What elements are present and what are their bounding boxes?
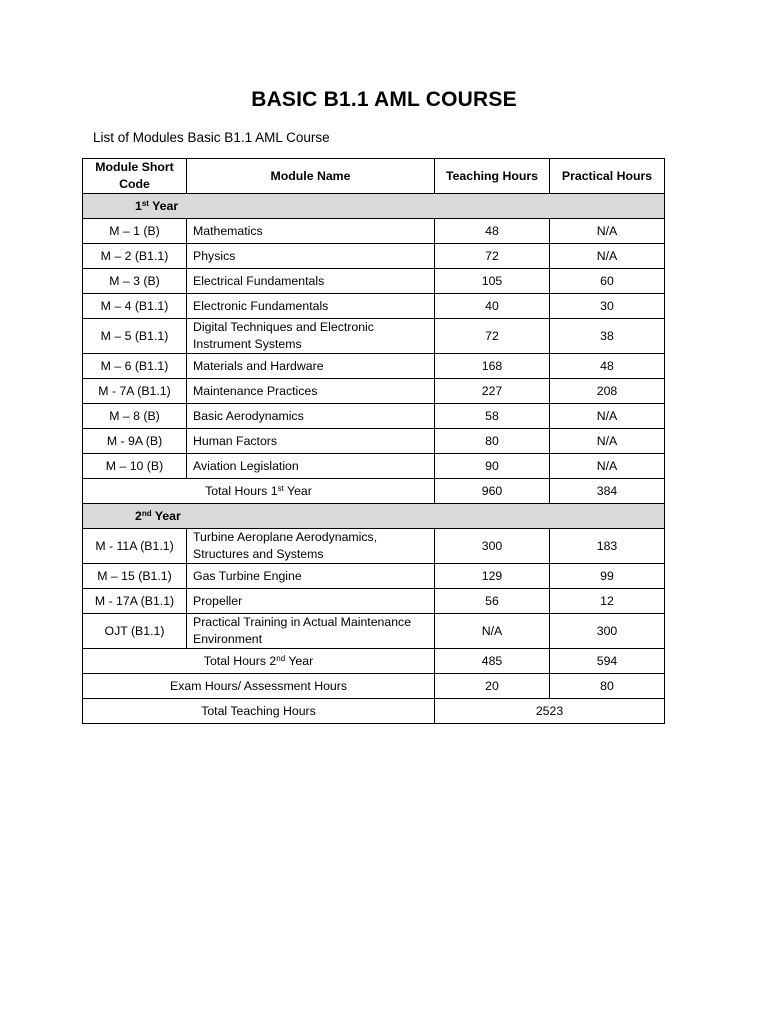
module-code-cell: M – 2 (B1.1) [83, 244, 187, 269]
module-name-cell: Digital Techniques and Electronic Instrument Systems [187, 319, 435, 354]
module-name-cell: Electrical Fundamentals [187, 269, 435, 294]
module-name-cell: Physics [187, 244, 435, 269]
section-year-1-text: Year [148, 198, 179, 213]
section-year-2-text: Year [151, 508, 181, 523]
teaching-hours-cell: N/A [435, 614, 550, 649]
table-row [83, 404, 665, 429]
module-code-cell: M - 17A (B1.1) [83, 589, 187, 614]
module-name-cell: Mathematics [187, 219, 435, 244]
table-row [83, 614, 665, 649]
practical-hours-cell: 30 [550, 294, 665, 319]
total-teaching-year-1: 960 [435, 479, 550, 504]
teaching-hours-cell: 40 [435, 294, 550, 319]
table-header-row [83, 159, 665, 194]
table-row [83, 244, 665, 269]
header-practical-hours: Practical Hours [550, 159, 665, 194]
teaching-hours-cell: 48 [435, 219, 550, 244]
total-practical-year-1: 384 [550, 479, 665, 504]
section-row-year-1 [83, 194, 665, 219]
module-code-cell: M – 10 (B) [83, 454, 187, 479]
header-teaching-hours: Teaching Hours [435, 159, 550, 194]
module-name-cell: Electronic Fundamentals [187, 294, 435, 319]
table-row [83, 319, 665, 354]
module-code-cell: M – 15 (B1.1) [83, 564, 187, 589]
teaching-hours-cell: 129 [435, 564, 550, 589]
teaching-hours-cell: 72 [435, 244, 550, 269]
section-year-1-number: 1 [135, 198, 142, 213]
practical-hours-cell: 48 [550, 354, 665, 379]
module-name-cell: Aviation Legislation [187, 454, 435, 479]
section-year-2-number: 2 [135, 508, 142, 523]
practical-hours-cell: 38 [550, 319, 665, 354]
module-name-cell: Basic Aerodynamics [187, 404, 435, 429]
module-code-cell: M – 8 (B) [83, 404, 187, 429]
document-title: BASIC B1.1 AML COURSE [251, 88, 517, 111]
grand-total-value: 2523 [435, 699, 665, 724]
teaching-hours-cell: 56 [435, 589, 550, 614]
section-year-1-suffix: st [141, 198, 149, 208]
header-module-short-code: Module Short Code [83, 159, 187, 194]
module-code-cell: M – 6 (B1.1) [83, 354, 187, 379]
total-year-1-text: Year [283, 483, 312, 498]
exam-hours-label: Exam Hours/ Assessment Hours [83, 674, 435, 699]
teaching-hours-cell: 300 [435, 529, 550, 564]
module-name-cell: Propeller [187, 589, 435, 614]
module-name-cell: Practical Training in Actual Maintenance Environment [187, 614, 435, 649]
exam-teaching-hours: 20 [435, 674, 550, 699]
module-code-cell: M - 9A (B) [83, 429, 187, 454]
teaching-hours-cell: 90 [435, 454, 550, 479]
total-teaching-year-2: 485 [435, 649, 550, 674]
module-code-cell: OJT (B1.1) [83, 614, 187, 649]
module-code-cell: M – 4 (B1.1) [83, 294, 187, 319]
teaching-hours-cell: 105 [435, 269, 550, 294]
practical-hours-cell: 208 [550, 379, 665, 404]
section-row-year-2 [83, 504, 665, 529]
total-year-2-prefix: Total Hours 2 [203, 653, 277, 668]
practical-hours-cell: 12 [550, 589, 665, 614]
module-name-cell: Maintenance Practices [187, 379, 435, 404]
table-row [83, 294, 665, 319]
section-label-year-2 [83, 504, 665, 529]
total-practical-year-2: 594 [550, 649, 665, 674]
teaching-hours-cell: 58 [435, 404, 550, 429]
table-row [83, 589, 665, 614]
grand-total-label: Total Teaching Hours [83, 699, 435, 724]
modules-table [82, 158, 665, 724]
table-row [83, 219, 665, 244]
teaching-hours-cell: 80 [435, 429, 550, 454]
total-year-2-text: Year [285, 653, 314, 668]
table-row [83, 529, 665, 564]
module-code-cell: M – 5 (B1.1) [83, 319, 187, 354]
practical-hours-cell: N/A [550, 244, 665, 269]
total-row-year-2 [83, 649, 665, 674]
total-year-1-prefix: Total Hours 1 [205, 483, 278, 498]
module-name-cell: Human Factors [187, 429, 435, 454]
total-year-2-suffix: nd [276, 653, 286, 663]
exam-practical-hours: 80 [550, 674, 665, 699]
module-name-cell: Turbine Aeroplane Aerodynamics, Structures and Systems [187, 529, 435, 564]
header-module-name: Module Name [187, 159, 435, 194]
module-code-cell: M - 11A (B1.1) [83, 529, 187, 564]
practical-hours-cell: 183 [550, 529, 665, 564]
practical-hours-cell: 99 [550, 564, 665, 589]
practical-hours-cell: N/A [550, 219, 665, 244]
total-label-year-1 [83, 479, 435, 504]
table-row [83, 354, 665, 379]
module-code-cell: M – 3 (B) [83, 269, 187, 294]
table-row [83, 454, 665, 479]
practical-hours-cell: N/A [550, 404, 665, 429]
module-code-cell: M - 7A (B1.1) [83, 379, 187, 404]
table-row [83, 564, 665, 589]
grand-total-row [83, 699, 665, 724]
module-name-cell: Materials and Hardware [187, 354, 435, 379]
teaching-hours-cell: 72 [435, 319, 550, 354]
document-subtitle: List of Modules Basic B1.1 AML Course [93, 130, 330, 145]
total-year-1-suffix: st [277, 483, 284, 493]
teaching-hours-cell: 227 [435, 379, 550, 404]
table-row [83, 429, 665, 454]
practical-hours-cell: 300 [550, 614, 665, 649]
table-row [83, 379, 665, 404]
table-row [83, 269, 665, 294]
practical-hours-cell: N/A [550, 429, 665, 454]
total-label-year-2 [83, 649, 435, 674]
practical-hours-cell: 60 [550, 269, 665, 294]
module-code-cell: M – 1 (B) [83, 219, 187, 244]
exam-hours-row [83, 674, 665, 699]
practical-hours-cell: N/A [550, 454, 665, 479]
section-year-2-suffix: nd [141, 508, 152, 518]
section-label-year-1 [83, 194, 665, 219]
module-name-cell: Gas Turbine Engine [187, 564, 435, 589]
total-row-year-1 [83, 479, 665, 504]
teaching-hours-cell: 168 [435, 354, 550, 379]
